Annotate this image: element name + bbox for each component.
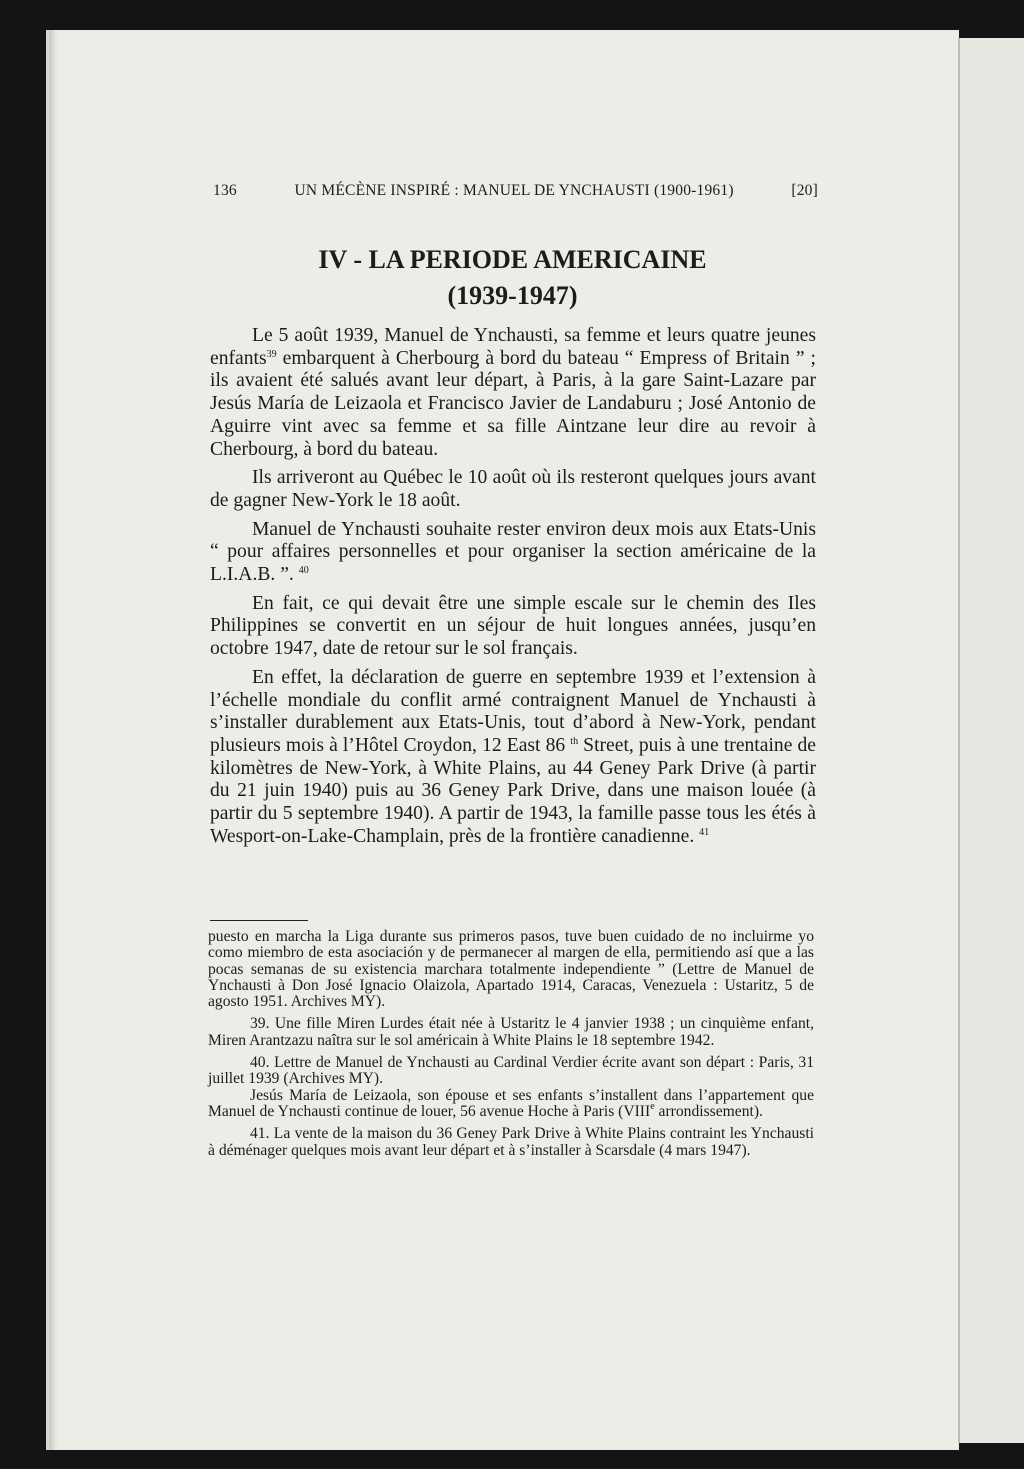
superscript: th xyxy=(570,735,579,747)
superscript: e xyxy=(650,1100,655,1112)
footnote-divider xyxy=(210,920,308,921)
footnotes xyxy=(208,929,814,1165)
section-ref: [20] xyxy=(791,182,818,199)
footnote-39: 39. Une fille Miren Lurdes était née à Ustaritz le 4 janvier 1938 ; un cinquième enfant, Miren Arantzazu naîtra sur le sol américain à White Plains le 18 septembre 1942. xyxy=(208,1015,814,1049)
running-header xyxy=(213,182,818,200)
body-text xyxy=(210,325,816,854)
page-number: 136 xyxy=(213,182,237,199)
footnote-40-continued xyxy=(208,1088,814,1121)
paragraph xyxy=(210,325,816,461)
text: embarquent à Cherbourg à bord du bateau “ Empress of Britain ” ; ils avaient été salués avant leur départ, à Paris, à la gare Saint-Lazare par Jesús María de Leizaola et Francisco Javier de Landaburu ; José Antonio de Aguirre vint avec sa femme et sa fille Aintzane leur dire au revoir à Cherbourg, à bord du bateau. xyxy=(210,347,816,460)
footnote-ref: 40 xyxy=(298,565,309,577)
text: arrondissement). xyxy=(654,1102,763,1120)
facing-page-edge xyxy=(958,38,1024,1443)
paragraph xyxy=(210,519,816,587)
text: Le 5 août 1939, Manuel de Ynchausti, sa femme et leurs quatre jeunes enfants xyxy=(210,325,816,369)
chapter-title-line1: IV - LA PERIODE AMERICAINE xyxy=(318,245,707,274)
footnote-41: 41. La vente de la maison du 36 Geney Park Drive à White Plains contraint les Ynchausti à déménager quelques mois avant leur départ et à s’installer à Scarsdale (4 mars 1947). xyxy=(208,1125,814,1159)
footnote-continuation: puesto en marcha la Liga durante sus primeros pasos, tuve buen cuidado de no incluirme yo como miembro de esta asociación y de permanecer al margen de ella, permitiendo así que a las pocas semanas de su existencia marchara totalmente independiente ” (Lettre de Manuel de Ynchausti à Don José Ignacio Olaizola, Apartado 1914, Caracas, Venezuela : Ustaritz, 5 de agosto 1951. Archives MY). xyxy=(208,928,814,1011)
footnote-ref: 41 xyxy=(699,826,710,838)
text: Jesús María de Leizaola, son épouse et ses enfants s’installent dans l’appartement que Manuel de Ynchausti continue de louer, 56 avenue Hoche à Paris (VIII xyxy=(208,1086,814,1120)
paragraph: Ils arriveront au Québec le 10 août où ils resteront quelques jours avant de gagner New-York le 18 août. xyxy=(210,467,816,511)
paragraph: En fait, ce qui devait être une simple escale sur le chemin des Iles Philippines se convertit en un séjour de huit longues années, jusqu’en octobre 1947, date de retour sur le sol français. xyxy=(210,592,816,660)
text: Street, puis à une trentaine de kilomètres de New-York, à White Plains, au 44 Geney Park Drive (à partir du 21 juin 1940) puis au 36 Geney Park Drive, dans une maison louée (à partir du 5 septembre 1940). A partir de 1943, la famille passe tous les étés à Wesport-on-Lake-Champlain, près de la frontière canadienne. xyxy=(210,734,816,847)
running-title: UN MÉCÈNE INSPIRÉ : MANUEL DE YNCHAUSTI (1900-1961) xyxy=(294,182,734,199)
chapter-title-line2: (1939-1947) xyxy=(447,281,578,310)
chapter-title xyxy=(210,242,815,314)
text: Manuel de Ynchausti souhaite rester environ deux mois aux Etats-Unis “ pour affaires personnelles et pour organiser la section américaine de la L.I.A.B. ”. xyxy=(210,518,816,586)
paragraph xyxy=(210,667,816,849)
text: En effet, la déclaration de guerre en septembre 1939 et l’extension à l’échelle mondiale du conflit armé contraignent Manuel de Ynchausti à s’installer durablement aux Etats-Unis, tout d’abord à New-York, pendant plusieurs mois à l’Hôtel Croydon, 12 East 86 xyxy=(210,666,816,756)
footnote-40: 40. Lettre de Manuel de Ynchausti au Cardinal Verdier écrite avant son départ : Paris, 31 juillet 1939 (Archives MY). xyxy=(208,1054,814,1088)
footnote-ref: 39 xyxy=(266,348,277,360)
